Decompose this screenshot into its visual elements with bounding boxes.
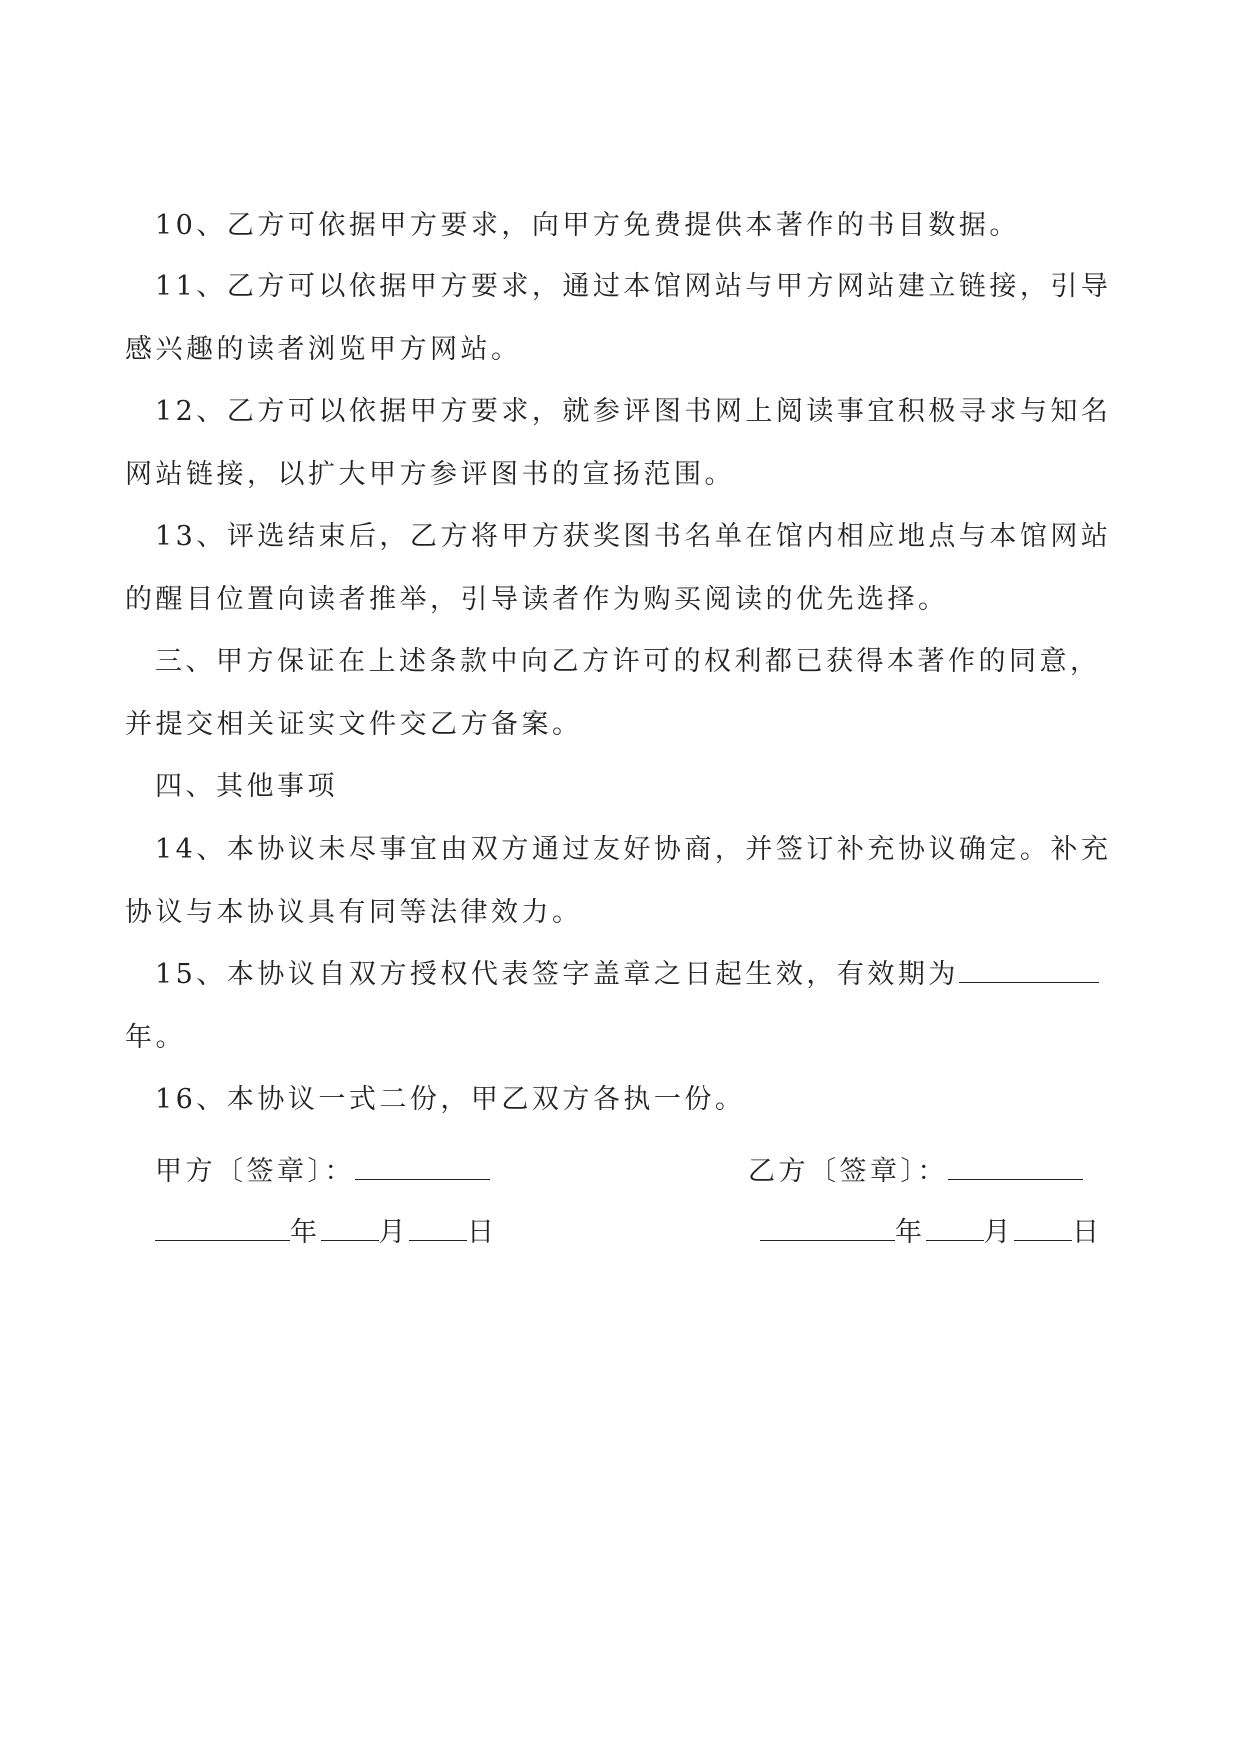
clause-line: 的醒目位置向读者推举，引导读者作为购买阅读的优先选择。: [125, 584, 949, 615]
party-b-label: 乙方〔签章〕：: [748, 1156, 948, 1187]
validity-period-blank: [959, 960, 1099, 983]
clause-line: 三、甲方保证在上述条款中向乙方许可的权利都已获得本著作的同意，: [155, 646, 1101, 677]
clause-line: 网站链接，以扩大甲方参评图书的宣扬范围。: [125, 459, 735, 490]
clause-line: 年。: [125, 1022, 186, 1053]
day-blank: [409, 1218, 467, 1241]
clause-13: [125, 505, 1117, 631]
clause-10: [125, 194, 1117, 257]
section-three: [125, 630, 1117, 756]
party-a-signature: [155, 1152, 490, 1192]
clause-line: 11、乙方可以依据甲方要求，通过本馆网站与甲方网站建立链接，引导: [155, 271, 1112, 302]
party-b-signature-blank: [948, 1157, 1083, 1180]
day-label: 日: [1072, 1217, 1103, 1248]
section-heading: 四、其他事项: [155, 771, 338, 802]
clause-text: 15、本协议自双方授权代表签字盖章之日起生效，有效期为: [155, 959, 959, 990]
party-a-date: [155, 1213, 498, 1253]
clause-12: [125, 380, 1117, 506]
party-b-date: [760, 1213, 1103, 1253]
year-blank: [760, 1218, 895, 1241]
clause-line: 感兴趣的读者浏览甲方网站。: [125, 334, 522, 365]
clause-line: 13、评选结束后，乙方将甲方获奖图书名单在馆内相应地点与本馆网站: [155, 521, 1112, 552]
year-blank: [155, 1218, 290, 1241]
month-blank: [321, 1218, 379, 1241]
party-a-signature-blank: [355, 1157, 490, 1180]
clause-line: 16、本协议一式二份，甲乙双方各执一份。: [155, 1084, 746, 1115]
party-a-label: 甲方〔签章〕：: [155, 1156, 355, 1187]
clause-16: [125, 1068, 1117, 1131]
clause-15: [125, 943, 1117, 1069]
clause-11: [125, 255, 1117, 381]
day-label: 日: [467, 1217, 498, 1248]
clause-line: 12、乙方可以依据甲方要求，就参评图书网上阅读事宜积极寻求与知名: [155, 396, 1112, 427]
clause-line: 10、乙方可依据甲方要求，向甲方免费提供本著作的书目数据。: [155, 210, 1020, 241]
clause-line: 并提交相关证实文件交乙方备案。: [125, 709, 583, 740]
clause-line: 14、本协议未尽事宜由双方通过友好协商，并签订补充协议确定。补充: [155, 834, 1112, 865]
section-four-heading: [125, 755, 1117, 818]
year-label: 年: [895, 1217, 926, 1248]
party-b-signature: [748, 1152, 1083, 1192]
clause-line: 协议与本协议具有同等法律效力。: [125, 897, 583, 928]
clause-line: [125, 943, 1117, 1006]
day-blank: [1014, 1218, 1072, 1241]
clause-14: [125, 818, 1117, 944]
month-label: 月: [378, 1217, 409, 1248]
month-blank: [926, 1218, 984, 1241]
month-label: 月: [983, 1217, 1014, 1248]
year-label: 年: [290, 1217, 321, 1248]
